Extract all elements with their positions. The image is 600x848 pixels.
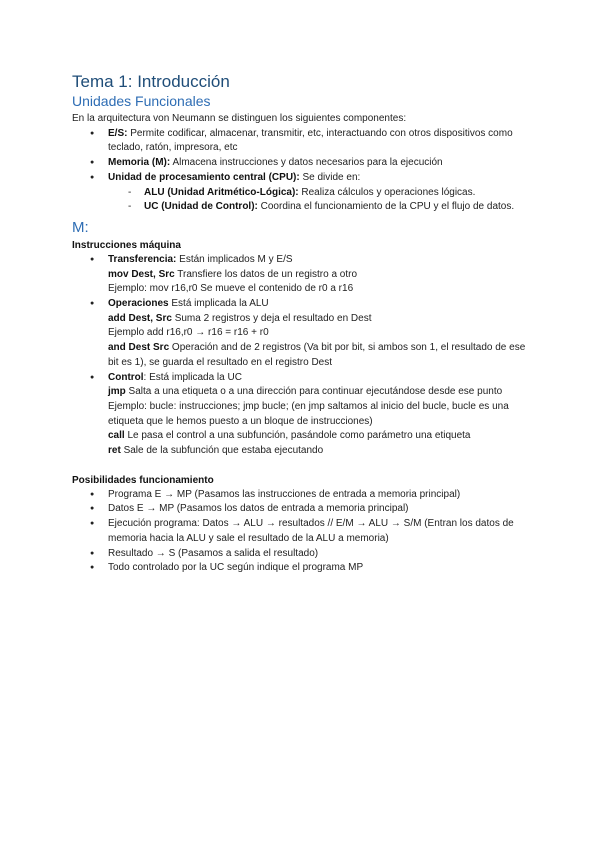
instruction-line: ret Sale de la subfunción que estaba ejecutando	[108, 445, 324, 457]
list-item: ● Ejecución programa: Datos → ALU → resultados // E/M → ALU → S/M (Entran los datos de memoria hacia la ALU y sale el resultado de la ALU a memoria)	[72, 517, 532, 546]
instruction-line: call Le pasa el control a una subfunción, pasándole como parámetro una etiqueta	[108, 430, 471, 442]
list-item: ● Datos E → MP (Pasamos los datos de entrada a memoria principal)	[72, 502, 532, 517]
instruction-line: add Dest, Src Suma 2 registros y deja el resultado en Dest	[108, 312, 372, 324]
list-item-control: ● Control: Está implicada la UC	[72, 371, 532, 386]
list-item: ● Memoria (M): Almacena instrucciones y datos necesarios para la ejecución	[72, 156, 532, 171]
example-line: Ejemplo: mov r16,r0 Se mueve el contenido de r0 a r16	[108, 283, 354, 295]
list-item: ● Unidad de procesamiento central (CPU): Se divide en:	[72, 171, 532, 186]
possibilities-list	[72, 488, 532, 576]
components-list	[72, 127, 532, 215]
page-title: Tema 1: Introducción	[72, 72, 230, 91]
heading-unidades-funcionales: Unidades Funcionales	[72, 93, 211, 109]
example-line: Ejemplo add r16,r0 → r16 = r16 + r0	[108, 327, 269, 339]
list-item: ● E/S: Permite codificar, almacenar, transmitir, etc, interactuando con otros dispositivos como teclado, ratón, impresora, etc	[72, 127, 532, 156]
intro-paragraph: En la arquitectura von Neumann se distinguen los siguientes componentes:	[72, 113, 407, 124]
sub-list-item: - UC (Unidad de Control): Coordina el funcionamiento de la CPU y el flujo de datos.	[72, 200, 532, 215]
list-item: ● Programa E → MP (Pasamos las instrucciones de entrada a memoria principal)	[72, 488, 532, 503]
sub-list-item: - ALU (Unidad Aritmético-Lógica): Realiza cálculos y operaciones lógicas.	[72, 186, 532, 201]
heading-m: M:	[72, 218, 89, 236]
example-line: Ejemplo: bucle: instrucciones; jmp bucle; (en jmp saltamos al inicio del bucle, bucle es una etiqueta que le hemos puesto a un bloque de instrucciones)	[108, 400, 509, 427]
instruction-line: and Dest Src Operación and de 2 registros (Va bit por bit, si ambos son 1, el resultado de ese bit es 1), se guarda el resultado en el registro Dest	[108, 342, 526, 368]
instruction-line: mov Dest, Src Transfiere los datos de un registro a otro	[108, 268, 358, 280]
subheading-posibilidades: Posibilidades funcionamiento	[72, 474, 214, 486]
instruction-line: jmp Salta a una etiqueta o a una dirección para continuar ejecutándose desde ese punto	[108, 386, 503, 398]
subheading-instrucciones: Instrucciones máquina	[72, 239, 181, 251]
list-item-operaciones: ● Operaciones Está implicada la ALU	[72, 297, 532, 312]
list-item: ● Todo controlado por la UC según indique el programa MP	[72, 561, 532, 576]
list-item-transferencia: ● Transferencia: Están implicados M y E/S	[72, 253, 532, 268]
list-item: ● Resultado → S (Pasamos a salida el resultado)	[72, 547, 532, 562]
document-content	[72, 71, 532, 576]
instructions-list	[72, 253, 532, 459]
